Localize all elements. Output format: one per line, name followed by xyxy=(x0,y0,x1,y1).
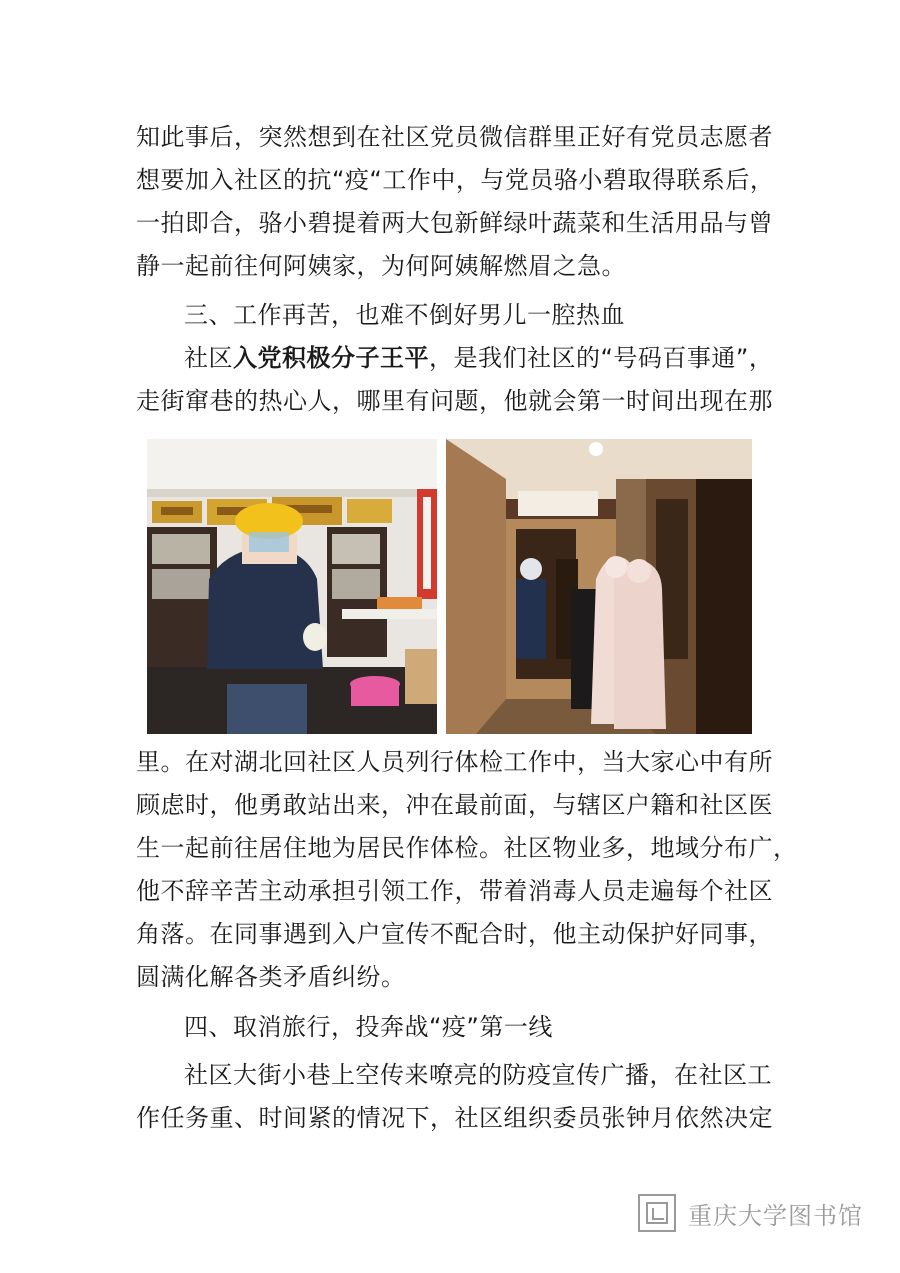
body-text-line: 社区大街小巷上空传来嘹亮的防疫宣传广播，在社区工 xyxy=(184,1061,772,1089)
body-text-line: 角落。在同事遇到入户宣传不配合时，他主动保护好同事， xyxy=(136,920,773,948)
body-text-line: 生一起前往居住地为居民作体检。社区物业多，地域分布广， xyxy=(136,834,798,862)
body-text-line: 作任务重、时间紧的情况下，社区组织委员张钟月依然决定 xyxy=(136,1104,773,1132)
text-segment: 社区 xyxy=(184,344,233,372)
photo-corridor-health-check xyxy=(446,439,752,734)
body-text-line xyxy=(184,341,773,375)
library-name: 重庆大学图书馆 xyxy=(688,1201,863,1230)
body-text-line: 走街窜巷的热心人，哪里有问题，他就会第一时间出现在那 xyxy=(136,387,773,415)
body-text-line: 知此事后，突然想到在社区党员微信群里正好有党员志愿者 xyxy=(136,123,773,151)
body-text-line: 一拍即合，骆小碧提着两大包新鲜绿叶蔬菜和生活用品与曾 xyxy=(136,209,773,237)
highlighted-name: 入党积极分子王平 xyxy=(233,344,429,372)
body-text-line: 想要加入社区的抗“疫“工作中，与党员骆小碧取得联系后， xyxy=(136,166,775,194)
body-text-line: 里。在对湖北回社区人员列行体检工作中，当大家心中有所 xyxy=(136,748,773,776)
section-heading-4: 四、取消旅行，投奔战“疫”第一线 xyxy=(184,1013,553,1041)
body-text-line: 他不辞辛苦主动承担引领工作，带着消毒人员走遍每个社区 xyxy=(136,877,773,905)
text-segment: ，是我们社区的“号码百事通”， xyxy=(429,344,774,372)
photo-volunteer-in-office xyxy=(147,439,437,734)
body-text-line: 圆满化解各类矛盾纠纷。 xyxy=(136,963,406,991)
body-text-line: 静一起前往何阿姨家，为何阿姨解燃眉之急。 xyxy=(136,252,626,280)
library-seal-icon xyxy=(638,1194,676,1232)
section-heading-3: 三、工作再苦，也难不倒好男儿一腔热血 xyxy=(184,301,625,329)
body-text-line: 顾虑时，他勇敢站出来，冲在最前面，与辖区户籍和社区医 xyxy=(136,791,773,819)
library-watermark xyxy=(638,1188,863,1238)
